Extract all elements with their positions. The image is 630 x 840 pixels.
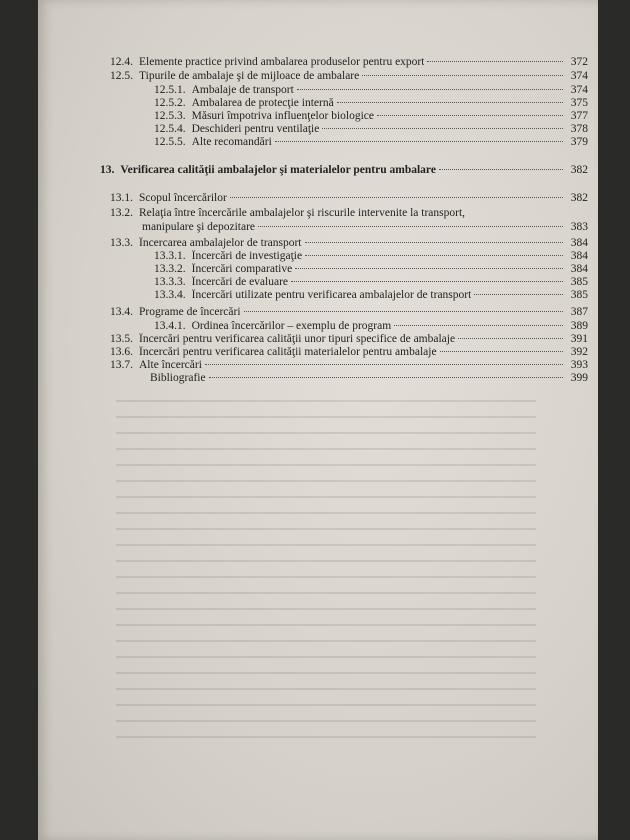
- dot-leader: [377, 115, 563, 116]
- toc-entry-12-5-4: 12.5.4. Deschideri pentru ventilaţie 378: [154, 123, 588, 135]
- toc-entry-12-5-5: 12.5.5. Alte recomandări 379: [154, 136, 588, 148]
- toc-entry-13-4: 13.4. Programe de încercări 387: [110, 306, 588, 318]
- toc-entry-13-2: 13.2. Relaţia între încercările ambalajelor şi riscurile intervenite la transport,: [110, 207, 466, 219]
- dot-leader: [427, 61, 563, 62]
- book-page: [38, 0, 598, 840]
- dot-leader: [337, 102, 563, 103]
- dot-leader: [297, 89, 563, 90]
- dot-leader: [322, 128, 563, 129]
- dot-leader: [205, 364, 563, 365]
- dot-leader: [305, 255, 563, 256]
- toc-entry-13-6: 13.6. Încercări pentru verificarea calităţii materialelor pentru ambalaje 392: [110, 346, 588, 358]
- toc-entry-12-5-3: 12.5.3. Măsuri împotriva influenţelor biologice 377: [154, 110, 588, 122]
- toc-entry-13-3-1: 13.3.1. Încercări de investigaţie 384: [154, 250, 588, 262]
- toc-entry-12-4: 12.4. Elemente practice privind ambalarea produselor pentru export 372: [110, 56, 588, 68]
- dot-leader: [394, 325, 563, 326]
- toc-entry-13-4-1: 13.4.1. Ordinea încercărilor – exemplu de program 389: [154, 320, 588, 332]
- table-of-contents: [38, 0, 598, 840]
- dot-leader: [305, 242, 564, 243]
- dot-leader: [258, 226, 563, 227]
- toc-entry-12-5: 12.5. Tipurile de ambalaje şi de mijloace de ambalare 374: [110, 70, 588, 82]
- dot-leader: [458, 338, 563, 339]
- dot-leader: [209, 377, 563, 378]
- toc-entry-13-3: 13.3. Încercarea ambalajelor de transport 384: [110, 237, 588, 249]
- dot-leader: [439, 169, 563, 170]
- toc-entry-13-2-continuation: manipulare şi depozitare 383: [142, 221, 588, 233]
- dot-leader: [440, 351, 563, 352]
- dot-leader: [291, 281, 563, 282]
- dot-leader: [474, 294, 563, 295]
- toc-entry-13-5: 13.5. Încercări pentru verificarea calităţii unor tipuri specifice de ambalaje 391: [110, 333, 588, 345]
- toc-entry-bibliography: Bibliografie 399: [150, 372, 588, 384]
- toc-entry-13-1: 13.1. Scopul încercărilor 382: [110, 192, 588, 204]
- dot-leader: [244, 311, 563, 312]
- toc-entry-13-3-2: 13.3.2. Încercări comparative 384: [154, 263, 588, 275]
- toc-entry-13-3-4: 13.3.4. Încercări utilizate pentru verificarea ambalajelor de transport 385: [154, 289, 588, 301]
- dot-leader: [275, 141, 563, 142]
- toc-chapter-13: 13. Verificarea calităţii ambalajelor şi materialelor pentru ambalare 382: [100, 164, 588, 176]
- dot-leader: [362, 75, 563, 76]
- toc-entry-13-3-3: 13.3.3. Încercări de evaluare 385: [154, 276, 588, 288]
- dot-leader: [230, 197, 563, 198]
- toc-entry-12-5-2: 12.5.2. Ambalarea de protecţie internă 375: [154, 97, 588, 109]
- dot-leader: [295, 268, 563, 269]
- toc-entry-13-7: 13.7. Alte încercări 393: [110, 359, 588, 371]
- toc-entry-12-5-1: 12.5.1. Ambalaje de transport 374: [154, 84, 588, 96]
